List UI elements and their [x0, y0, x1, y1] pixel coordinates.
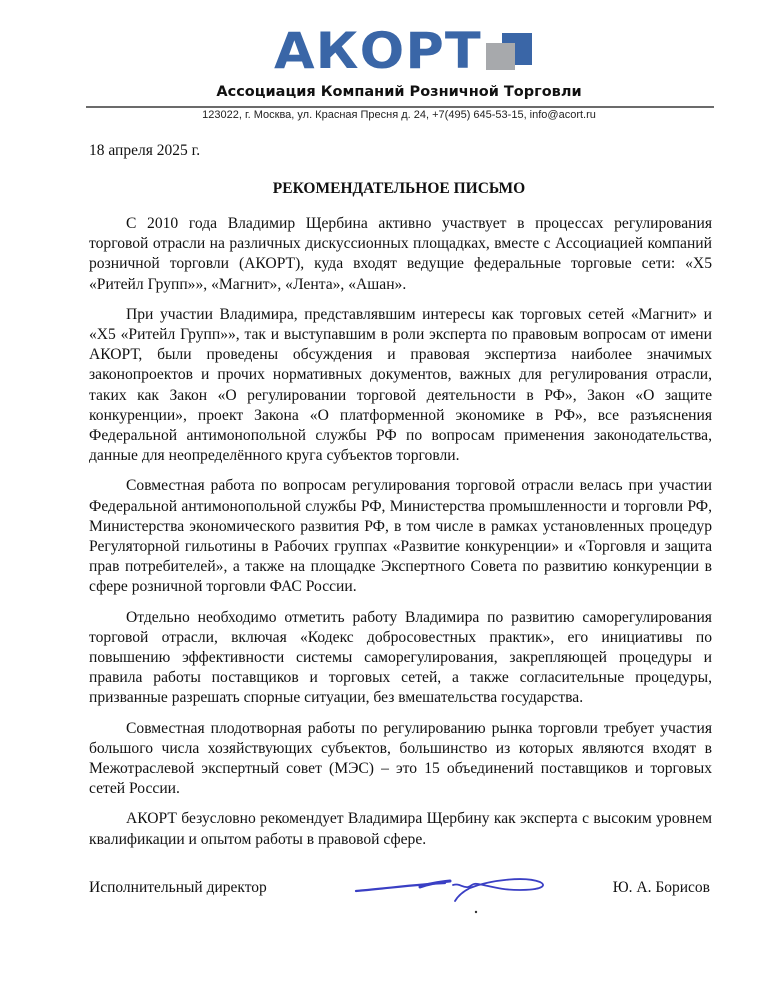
acort-logo — [270, 22, 540, 80]
paragraph: АКОРТ безусловно рекомендует Владимира Щербину как эксперта с высоким уровнем квалификации и опытом работы в правовой сфере. — [89, 810, 712, 848]
signature-stroke — [453, 879, 543, 901]
letter-date: 18 апреля 2025 г. — [89, 142, 201, 159]
paragraph: Отдельно необходимо отметить работу Владимира по развитию саморегулирования торговой отрасли, включая «Кодекс добросовестных практик», его инициативы по повышению эффективности системы саморегулирования, закрепляющей процедуры и правила работы поставщиков и торговых сетей, а также согласительные процедуры, призванные разрешать спорные ситуации, без вмешательства государства. — [89, 608, 712, 707]
letter-body — [89, 214, 712, 860]
paragraph: При участии Владимира, представлявшим интересы как торговых сетей «Магнит» и «Х5 «Ритейл Групп»», так и выступавшим в роли эксперта по правовым вопросам от имени АКОРТ, были проведены обсуждения и правовая экспертиза наиболее значимых законопроектов и прочих нормативных документов, важных для регулирования отрасли, таких как Закон «О регулировании торговой деятельности в РФ», Закон «О защите конкуренции», проект Закона «О платформенной экономике в РФ», все разъяснения Федеральной антимонопольной службы РФ по вопросам применения законодательства, данные для неопределённого круга субъектов торговли. — [89, 305, 712, 465]
signature-dot — [475, 911, 477, 913]
signer-position: Исполнительный директор — [89, 879, 267, 896]
organization-name: Ассоциация Компаний Розничной Торговли — [216, 84, 582, 100]
handwritten-signature — [350, 868, 550, 918]
letter-title: РЕКОМЕНДАТЕЛЬНОЕ ПИСЬМО — [272, 180, 526, 197]
logo-gray-square — [486, 43, 515, 70]
signer-name: Ю. А. Борисов — [612, 879, 710, 896]
paragraph: Совместная плодотворная работы по регулированию рынка торговли требует участия большого числа хозяйствующих субъектов, большинство из которых являются входят в Межотраслевой экспертный совет (МЭС) – это 15 объединений поставщиков и торговых сетей России. — [89, 719, 712, 798]
signature-stroke — [420, 881, 450, 887]
organization-address: 123022, г. Москва, ул. Красная Пресня д. 24, +7(495) 645-53-15, info@acort.ru — [202, 109, 596, 121]
paragraph: С 2010 года Владимир Щербина активно участвует в процессах регулирования торговой отрасли на различных дискуссионных площадках, вместе с Ассоциацией компаний розничной торговли (АКОРТ), куда входят ведущие федеральные торговые сети: «Х5 «Ритейл Групп»», «Магнит», «Лента», «Ашан». — [89, 215, 712, 293]
paragraph: Совместная работа по вопросам регулирования торговой отрасли велась при участии Федеральной антимонопольной службы РФ, Министерства промышленности и торговли РФ, Министерства экономического развития РФ, в том числе в рамках установленных процедур Регуляторной гильотины в Рабочих группах «Развитие конкуренции» и «Торговля и защита прав потребителей», а также на площадке Экспертного Совета по развитию конкуренции в сфере розничной торговли ФАС России. — [89, 477, 712, 596]
logo-wordmark: АКОРТ — [274, 22, 482, 80]
header-divider — [86, 106, 714, 108]
